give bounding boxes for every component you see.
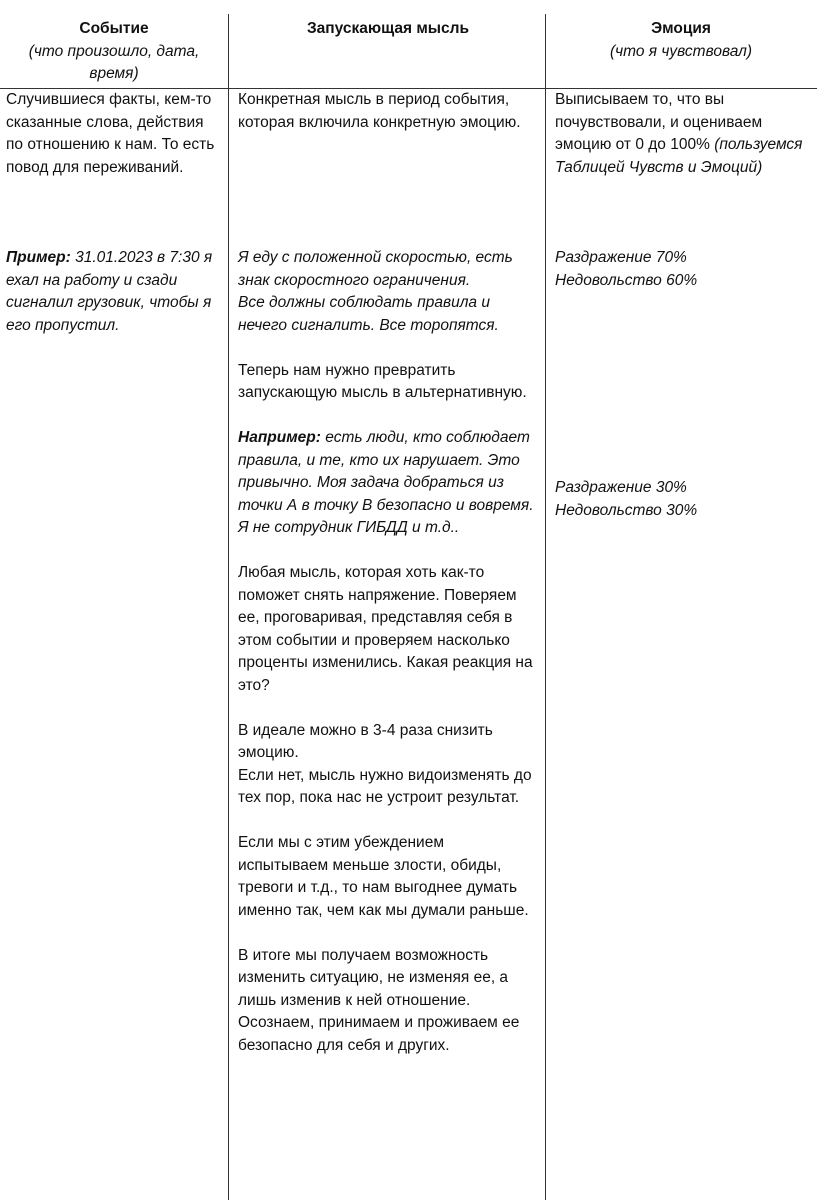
header-event-title: Событие bbox=[79, 20, 149, 37]
emotion-before-1: Раздражение 70% bbox=[555, 249, 687, 266]
thought-belief: Если мы с этим убеждением испытываем меньше злости, обиды, тревоги и т.д., то нам выгоднее думать именно так, чем как мы думали раньше. bbox=[238, 834, 529, 919]
header-event bbox=[8, 18, 220, 86]
emotion-after bbox=[555, 477, 811, 522]
header-thought bbox=[238, 18, 538, 41]
column-divider-left bbox=[228, 14, 229, 1200]
thought-alternative-text: есть люди, кто соблюдает правила, и те, кто их нарушает. Это привычно. Моя задача добраться из точки А в точку В безопасно и вовремя. Я не сотрудник ГИБДД и т.д.. bbox=[238, 429, 534, 536]
header-emotion bbox=[556, 18, 806, 63]
emotion-before bbox=[555, 247, 811, 292]
header-emotion-title: Эмоция bbox=[651, 20, 711, 37]
thought-ideal-2: Если нет, мысль нужно видоизменять до тех пор, пока нас не устроит результат. bbox=[238, 766, 532, 806]
thought-any: Любая мысль, которая хоть как-то поможет снять напряжение. Поверяем ее, проговаривая, представляя себя в этом событии и проверяем насколько проценты изменились. Какая реакция на это? bbox=[238, 564, 533, 694]
thought-details bbox=[238, 247, 538, 1057]
emotion-intro bbox=[555, 89, 811, 179]
emotion-intro-text: Выписываем то, что вы почувствовали, и оцениваем эмоцию от 0 до 100% bbox=[555, 91, 763, 153]
event-column bbox=[6, 89, 220, 179]
header-event-subtitle: (что произошло, дата, время) bbox=[28, 42, 200, 82]
event-intro: Случившиеся факты, кем-то сказанные слова, действия по отношению к нам. То есть повод для переживаний. bbox=[6, 91, 215, 176]
thought-column bbox=[238, 89, 538, 134]
event-example bbox=[6, 247, 218, 337]
event-example-label: Пример: bbox=[6, 249, 71, 266]
header-thought-title: Запускающая мысль bbox=[306, 20, 470, 37]
thought-alternative bbox=[238, 427, 538, 540]
thought-example-2: Все должны соблюдать правила и нечего сигналить. Все торопятся. bbox=[238, 294, 499, 334]
emotion-intro-note: (пользуемся Таблицей Чувств и Эмоций) bbox=[555, 136, 803, 176]
emotion-after-2: Недовольство 30% bbox=[555, 501, 698, 519]
emotion-after-1: Раздражение 30% bbox=[555, 479, 687, 496]
event-example-text: 31.01.2023 в 7:30 я ехал на работу и сзади сигналил грузовик, чтобы я его пропустил. bbox=[6, 249, 213, 334]
column-divider-right bbox=[545, 14, 546, 1200]
thought-transform: Теперь нам нужно превратить запускающую мысль в альтернативную. bbox=[238, 361, 527, 401]
emotion-before-2: Недовольство 60% bbox=[555, 271, 698, 289]
thought-intro: Конкретная мысль в период события, которая включила конкретную эмоцию. bbox=[238, 91, 521, 131]
thought-example-1: Я еду с положенной скоростью, есть знак скоростного ограничения. bbox=[238, 249, 513, 289]
emotion-column bbox=[555, 89, 811, 179]
thought-alternative-label: Например: bbox=[238, 429, 321, 446]
thought-result: В итоге мы получаем возможность изменить ситуацию, не изменяя ее, а лишь изменив к ней отношение. Осознаем, принимаем и проживаем ее безопасно для себя и других. bbox=[238, 946, 520, 1054]
header-emotion-subtitle: (что я чувствовал) bbox=[609, 42, 753, 60]
thought-ideal-1: В идеале можно в 3-4 раза снизить эмоцию. bbox=[238, 721, 493, 761]
